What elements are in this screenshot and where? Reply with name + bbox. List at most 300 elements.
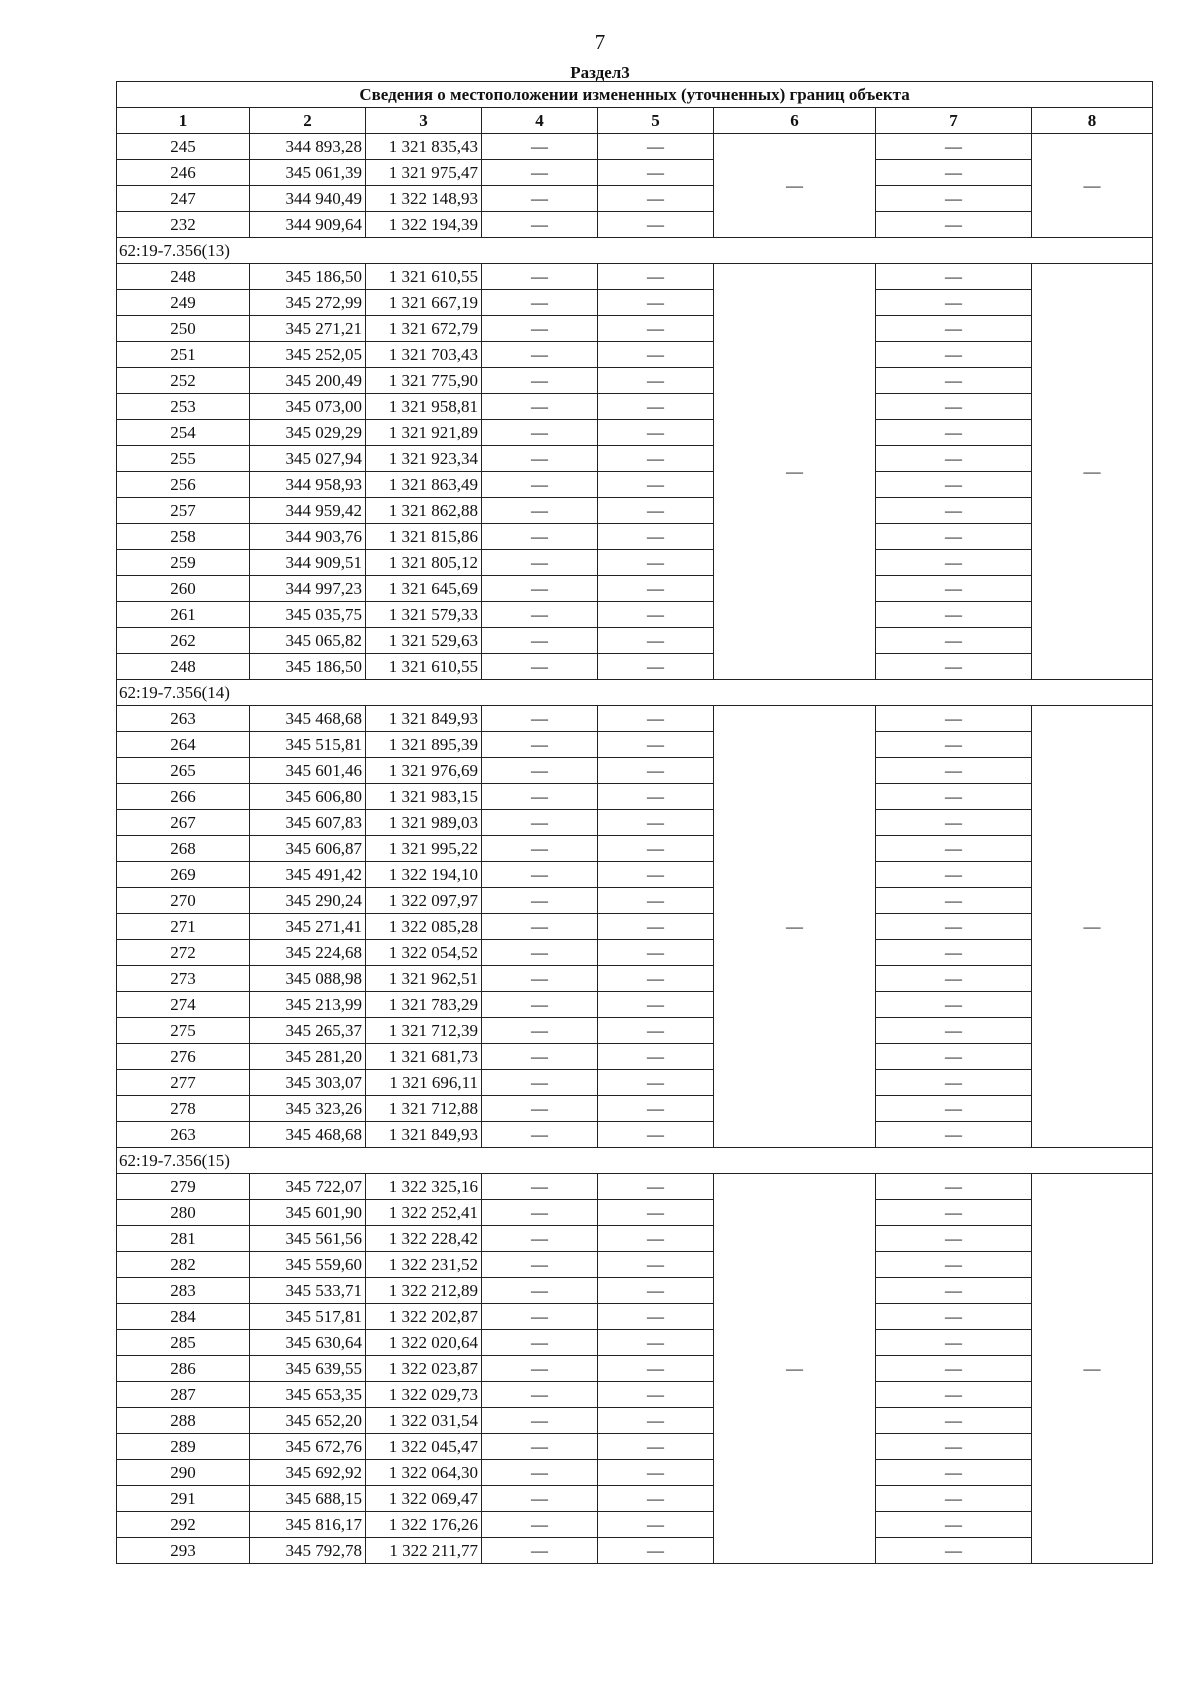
point-number: 287 [117, 1382, 250, 1408]
coordinate-x: 345 029,29 [250, 420, 366, 446]
coordinate-x: 345 468,68 [250, 1122, 366, 1148]
coordinate-y: 1 321 862,88 [366, 498, 482, 524]
table-row [117, 602, 1153, 628]
coordinate-y: 1 321 712,88 [366, 1096, 482, 1122]
column-7-cell: — [876, 1070, 1032, 1096]
point-number: 274 [117, 992, 250, 1018]
point-number: 281 [117, 1226, 250, 1252]
column-5-cell: — [598, 1382, 714, 1408]
coordinate-y: 1 322 202,87 [366, 1304, 482, 1330]
column-4-cell: — [482, 1226, 598, 1252]
column-7-cell: — [876, 940, 1032, 966]
coordinate-x: 345 027,94 [250, 446, 366, 472]
point-number: 256 [117, 472, 250, 498]
column-4-cell: — [482, 342, 598, 368]
group-label: 62:19-7.356(14) [117, 680, 1153, 706]
column-5-cell: — [598, 212, 714, 238]
coordinate-x: 345 515,81 [250, 732, 366, 758]
column-5-cell: — [598, 160, 714, 186]
point-number: 257 [117, 498, 250, 524]
column-7-cell: — [876, 472, 1032, 498]
column-7-cell: — [876, 342, 1032, 368]
boundary-coordinates-table [116, 81, 1153, 1564]
group-row [117, 1148, 1153, 1174]
column-5-cell: — [598, 810, 714, 836]
coordinate-x: 345 606,80 [250, 784, 366, 810]
coordinate-y: 1 322 148,93 [366, 186, 482, 212]
column-4-cell: — [482, 1330, 598, 1356]
coordinate-y: 1 321 667,19 [366, 290, 482, 316]
point-number: 264 [117, 732, 250, 758]
column-4-cell: — [482, 1200, 598, 1226]
column-7-cell: — [876, 1252, 1032, 1278]
coordinate-y: 1 321 645,69 [366, 576, 482, 602]
table-row [117, 446, 1153, 472]
column-4-cell: — [482, 1252, 598, 1278]
coordinate-x: 345 213,99 [250, 992, 366, 1018]
coordinate-x: 344 909,64 [250, 212, 366, 238]
column-5-cell: — [598, 862, 714, 888]
table-row [117, 888, 1153, 914]
column-4-cell: — [482, 134, 598, 160]
coordinate-x: 345 061,39 [250, 160, 366, 186]
column-7-cell: — [876, 134, 1032, 160]
coordinate-y: 1 322 069,47 [366, 1486, 482, 1512]
point-number: 263 [117, 706, 250, 732]
point-number: 273 [117, 966, 250, 992]
coordinate-x: 345 692,92 [250, 1460, 366, 1486]
column-4-cell: — [482, 550, 598, 576]
coordinate-y: 1 321 672,79 [366, 316, 482, 342]
column-4-cell: — [482, 1278, 598, 1304]
column-4-cell: — [482, 1460, 598, 1486]
coordinate-x: 345 559,60 [250, 1252, 366, 1278]
column-5-cell: — [598, 524, 714, 550]
column-4-cell: — [482, 420, 598, 446]
coordinate-y: 1 321 696,11 [366, 1070, 482, 1096]
column-4-cell: — [482, 1018, 598, 1044]
column-7-cell: — [876, 368, 1032, 394]
table-row [117, 758, 1153, 784]
point-number: 292 [117, 1512, 250, 1538]
column-7-cell: — [876, 1486, 1032, 1512]
column-5-cell: — [598, 888, 714, 914]
coordinate-x: 345 035,75 [250, 602, 366, 628]
column-7-cell: — [876, 1096, 1032, 1122]
point-number: 286 [117, 1356, 250, 1382]
point-number: 268 [117, 836, 250, 862]
point-number: 248 [117, 264, 250, 290]
coordinate-x: 345 792,78 [250, 1538, 366, 1564]
column-7-cell: — [876, 1460, 1032, 1486]
column-7-cell: — [876, 1408, 1032, 1434]
coordinate-y: 1 321 863,49 [366, 472, 482, 498]
column-5-cell: — [598, 1486, 714, 1512]
point-number: 250 [117, 316, 250, 342]
column-5-cell: — [598, 1226, 714, 1252]
point-number: 246 [117, 160, 250, 186]
table-row [117, 1018, 1153, 1044]
column-7-cell: — [876, 732, 1032, 758]
table-row [117, 290, 1153, 316]
coordinate-y: 1 321 923,34 [366, 446, 482, 472]
column-5-cell: — [598, 1538, 714, 1564]
column-4-cell: — [482, 186, 598, 212]
column-7-cell: — [876, 992, 1032, 1018]
column-7-cell: — [876, 1018, 1032, 1044]
coordinate-y: 1 322 085,28 [366, 914, 482, 940]
point-number: 275 [117, 1018, 250, 1044]
column-7-cell: — [876, 758, 1032, 784]
column-5-cell: — [598, 602, 714, 628]
column-7-cell: — [876, 550, 1032, 576]
column-5-cell: — [598, 186, 714, 212]
coordinate-x: 344 909,51 [250, 550, 366, 576]
column-7-cell: — [876, 1226, 1032, 1252]
column-7-cell: — [876, 836, 1032, 862]
column-5-cell: — [598, 1356, 714, 1382]
coordinate-x: 345 630,64 [250, 1330, 366, 1356]
point-number: 254 [117, 420, 250, 446]
column-8-merged-cell: — [1032, 264, 1153, 680]
coordinate-y: 1 322 045,47 [366, 1434, 482, 1460]
column-7-cell: — [876, 654, 1032, 680]
table-row [117, 1122, 1153, 1148]
column-7-cell: — [876, 394, 1032, 420]
table-row [117, 1200, 1153, 1226]
table-row [117, 550, 1153, 576]
column-7-cell: — [876, 888, 1032, 914]
column-5-cell: — [598, 992, 714, 1018]
table-row [117, 498, 1153, 524]
column-4-cell: — [482, 1070, 598, 1096]
coordinate-y: 1 322 097,97 [366, 888, 482, 914]
table-row [117, 654, 1153, 680]
table-row [117, 1070, 1153, 1096]
coordinate-y: 1 321 975,47 [366, 160, 482, 186]
table-row [117, 966, 1153, 992]
coordinate-x: 344 997,23 [250, 576, 366, 602]
coordinate-y: 1 321 976,69 [366, 758, 482, 784]
coordinate-x: 345 290,24 [250, 888, 366, 914]
column-5-cell: — [598, 1200, 714, 1226]
column-4-cell: — [482, 914, 598, 940]
point-number: 249 [117, 290, 250, 316]
column-7-cell: — [876, 160, 1032, 186]
table-row [117, 420, 1153, 446]
coordinate-y: 1 321 849,93 [366, 706, 482, 732]
column-number-5: 5 [598, 108, 714, 134]
table-row [117, 1460, 1153, 1486]
column-6-merged-cell: — [714, 706, 876, 1148]
coordinate-x: 345 065,82 [250, 628, 366, 654]
table-row [117, 1174, 1153, 1200]
column-5-cell: — [598, 264, 714, 290]
point-number: 248 [117, 654, 250, 680]
column-8-merged-cell: — [1032, 134, 1153, 238]
coordinate-x: 345 272,99 [250, 290, 366, 316]
column-4-cell: — [482, 1122, 598, 1148]
coordinate-x: 344 903,76 [250, 524, 366, 550]
coordinate-x: 345 073,00 [250, 394, 366, 420]
column-5-cell: — [598, 1018, 714, 1044]
table-row [117, 1226, 1153, 1252]
column-4-cell: — [482, 264, 598, 290]
column-5-cell: — [598, 1408, 714, 1434]
coordinate-y: 1 322 231,52 [366, 1252, 482, 1278]
table-row [117, 576, 1153, 602]
point-number: 293 [117, 1538, 250, 1564]
column-4-cell: — [482, 1512, 598, 1538]
point-number: 265 [117, 758, 250, 784]
table-row [117, 1278, 1153, 1304]
column-4-cell: — [482, 836, 598, 862]
coordinate-y: 1 321 712,39 [366, 1018, 482, 1044]
column-5-cell: — [598, 1330, 714, 1356]
coordinate-x: 344 893,28 [250, 134, 366, 160]
coordinate-y: 1 321 962,51 [366, 966, 482, 992]
point-number: 247 [117, 186, 250, 212]
coordinate-y: 1 322 031,54 [366, 1408, 482, 1434]
coordinate-y: 1 322 054,52 [366, 940, 482, 966]
point-number: 285 [117, 1330, 250, 1356]
table-row [117, 810, 1153, 836]
column-5-cell: — [598, 1070, 714, 1096]
point-number: 251 [117, 342, 250, 368]
coordinate-y: 1 321 995,22 [366, 836, 482, 862]
coordinate-y: 1 321 681,73 [366, 1044, 482, 1070]
column-6-merged-cell: — [714, 264, 876, 680]
column-4-cell: — [482, 1434, 598, 1460]
coordinate-x: 345 533,71 [250, 1278, 366, 1304]
column-5-cell: — [598, 1304, 714, 1330]
coordinate-x: 345 639,55 [250, 1356, 366, 1382]
column-7-cell: — [876, 1330, 1032, 1356]
column-7-cell: — [876, 1304, 1032, 1330]
column-7-cell: — [876, 212, 1032, 238]
coordinate-y: 1 321 783,29 [366, 992, 482, 1018]
coordinate-x: 345 607,83 [250, 810, 366, 836]
coordinate-x: 345 816,17 [250, 1512, 366, 1538]
coordinate-y: 1 321 610,55 [366, 654, 482, 680]
column-4-cell: — [482, 1538, 598, 1564]
column-5-cell: — [598, 966, 714, 992]
column-7-cell: — [876, 264, 1032, 290]
coordinate-x: 344 958,93 [250, 472, 366, 498]
table-row [117, 1382, 1153, 1408]
column-4-cell: — [482, 472, 598, 498]
column-7-cell: — [876, 602, 1032, 628]
table-row [117, 1512, 1153, 1538]
point-number: 263 [117, 1122, 250, 1148]
coordinate-x: 345 200,49 [250, 368, 366, 394]
coordinate-x: 345 186,50 [250, 654, 366, 680]
column-4-cell: — [482, 1486, 598, 1512]
table-row [117, 628, 1153, 654]
column-5-cell: — [598, 706, 714, 732]
column-5-cell: — [598, 1044, 714, 1070]
coordinate-y: 1 321 610,55 [366, 264, 482, 290]
column-5-cell: — [598, 940, 714, 966]
column-5-cell: — [598, 1512, 714, 1538]
column-4-cell: — [482, 576, 598, 602]
coordinate-x: 345 653,35 [250, 1382, 366, 1408]
table-row [117, 732, 1153, 758]
coordinate-y: 1 321 983,15 [366, 784, 482, 810]
column-5-cell: — [598, 446, 714, 472]
column-4-cell: — [482, 784, 598, 810]
column-7-cell: — [876, 1044, 1032, 1070]
table-row [117, 212, 1153, 238]
column-7-cell: — [876, 706, 1032, 732]
column-4-cell: — [482, 498, 598, 524]
point-number: 258 [117, 524, 250, 550]
column-7-cell: — [876, 576, 1032, 602]
coordinate-y: 1 321 775,90 [366, 368, 482, 394]
column-5-cell: — [598, 784, 714, 810]
column-5-cell: — [598, 420, 714, 446]
column-4-cell: — [482, 654, 598, 680]
column-4-cell: — [482, 628, 598, 654]
column-5-cell: — [598, 628, 714, 654]
column-7-cell: — [876, 914, 1032, 940]
column-4-cell: — [482, 602, 598, 628]
coordinate-x: 345 224,68 [250, 940, 366, 966]
point-number: 289 [117, 1434, 250, 1460]
table-row [117, 784, 1153, 810]
table-row [117, 368, 1153, 394]
coordinate-x: 345 672,76 [250, 1434, 366, 1460]
coordinate-x: 345 601,90 [250, 1200, 366, 1226]
table-row [117, 914, 1153, 940]
point-number: 266 [117, 784, 250, 810]
column-4-cell: — [482, 316, 598, 342]
coordinate-y: 1 322 176,26 [366, 1512, 482, 1538]
column-5-cell: — [598, 1174, 714, 1200]
table-row [117, 342, 1153, 368]
column-5-cell: — [598, 732, 714, 758]
column-7-cell: — [876, 290, 1032, 316]
point-number: 259 [117, 550, 250, 576]
table-row [117, 134, 1153, 160]
coordinate-x: 345 271,41 [250, 914, 366, 940]
column-number-8: 8 [1032, 108, 1153, 134]
point-number: 269 [117, 862, 250, 888]
coordinate-x: 345 517,81 [250, 1304, 366, 1330]
coordinate-y: 1 321 849,93 [366, 1122, 482, 1148]
coordinate-y: 1 322 023,87 [366, 1356, 482, 1382]
point-number: 279 [117, 1174, 250, 1200]
coordinate-y: 1 322 228,42 [366, 1226, 482, 1252]
point-number: 282 [117, 1252, 250, 1278]
column-7-cell: — [876, 1512, 1032, 1538]
column-7-cell: — [876, 1122, 1032, 1148]
column-5-cell: — [598, 1460, 714, 1486]
column-5-cell: — [598, 550, 714, 576]
coordinate-y: 1 321 529,63 [366, 628, 482, 654]
coordinate-x: 344 959,42 [250, 498, 366, 524]
column-6-merged-cell: — [714, 134, 876, 238]
point-number: 245 [117, 134, 250, 160]
table-row [117, 160, 1153, 186]
column-number-3: 3 [366, 108, 482, 134]
point-number: 262 [117, 628, 250, 654]
point-number: 272 [117, 940, 250, 966]
column-4-cell: — [482, 706, 598, 732]
column-5-cell: — [598, 290, 714, 316]
table-row [117, 940, 1153, 966]
column-5-cell: — [598, 316, 714, 342]
point-number: 278 [117, 1096, 250, 1122]
column-5-cell: — [598, 1434, 714, 1460]
column-4-cell: — [482, 368, 598, 394]
coordinate-x: 345 323,26 [250, 1096, 366, 1122]
coordinate-y: 1 321 835,43 [366, 134, 482, 160]
group-row [117, 238, 1153, 264]
coordinate-x: 345 271,21 [250, 316, 366, 342]
table-title: Сведения о местоположении измененных (уточненных) границ объекта [117, 82, 1153, 108]
table-row [117, 1408, 1153, 1434]
table-row [117, 394, 1153, 420]
coordinate-y: 1 321 921,89 [366, 420, 482, 446]
table-row [117, 264, 1153, 290]
column-number-1: 1 [117, 108, 250, 134]
column-4-cell: — [482, 758, 598, 784]
column-4-cell: — [482, 1174, 598, 1200]
column-4-cell: — [482, 394, 598, 420]
coordinate-y: 1 321 703,43 [366, 342, 482, 368]
table-row [117, 1252, 1153, 1278]
point-number: 267 [117, 810, 250, 836]
column-4-cell: — [482, 1382, 598, 1408]
column-5-cell: — [598, 342, 714, 368]
column-5-cell: — [598, 134, 714, 160]
column-5-cell: — [598, 472, 714, 498]
coordinate-x: 345 088,98 [250, 966, 366, 992]
table-row [117, 316, 1153, 342]
coordinate-x: 344 940,49 [250, 186, 366, 212]
column-4-cell: — [482, 1304, 598, 1330]
column-4-cell: — [482, 1408, 598, 1434]
table-row [117, 1304, 1153, 1330]
coordinate-x: 345 303,07 [250, 1070, 366, 1096]
column-7-cell: — [876, 420, 1032, 446]
column-7-cell: — [876, 628, 1032, 654]
column-7-cell: — [876, 1356, 1032, 1382]
column-4-cell: — [482, 732, 598, 758]
coordinate-y: 1 322 211,77 [366, 1538, 482, 1564]
column-7-cell: — [876, 498, 1032, 524]
column-4-cell: — [482, 1356, 598, 1382]
table-body [117, 134, 1153, 1564]
point-number: 277 [117, 1070, 250, 1096]
coordinate-y: 1 322 194,10 [366, 862, 482, 888]
column-7-cell: — [876, 524, 1032, 550]
column-7-cell: — [876, 862, 1032, 888]
column-7-cell: — [876, 966, 1032, 992]
coordinate-x: 345 468,68 [250, 706, 366, 732]
page-number: 7 [594, 30, 606, 54]
coordinate-x: 345 186,50 [250, 264, 366, 290]
column-7-cell: — [876, 784, 1032, 810]
point-number: 280 [117, 1200, 250, 1226]
column-7-cell: — [876, 1278, 1032, 1304]
column-5-cell: — [598, 394, 714, 420]
column-4-cell: — [482, 940, 598, 966]
column-7-cell: — [876, 1174, 1032, 1200]
coordinate-y: 1 322 212,89 [366, 1278, 482, 1304]
point-number: 252 [117, 368, 250, 394]
